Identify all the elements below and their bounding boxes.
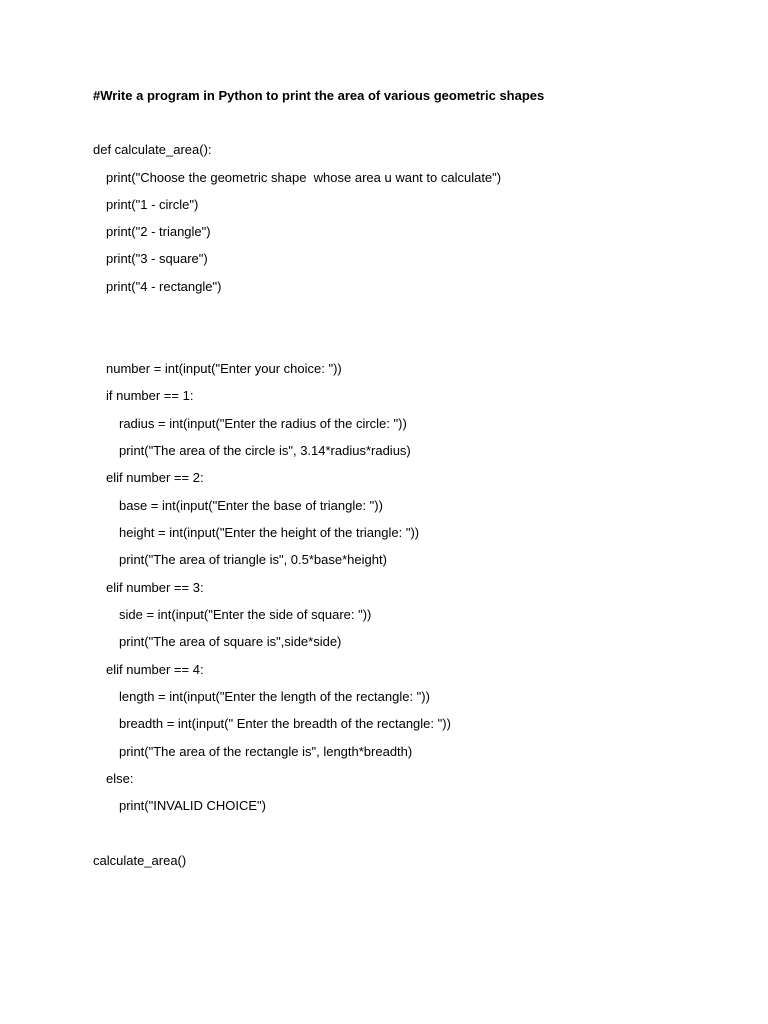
code-line-side-input: side = int(input("Enter the side of square: ")) [119,607,372,622]
code-line-elif-2: elif number == 2: [106,470,204,485]
code-line-print-3: print("3 - square") [106,251,208,266]
code-line-print-square: print("The area of square is",side*side) [119,634,342,649]
code-line-breadth-input: breadth = int(input(" Enter the breadth of the rectangle: ")) [119,716,451,731]
code-line-length-input: length = int(input("Enter the length of the rectangle: ")) [119,689,430,704]
code-line-print-2: print("2 - triangle") [106,224,211,239]
code-line-def: def calculate_area(): [93,142,212,157]
code-line-if-1: if number == 1: [106,388,194,403]
document-heading: #Write a program in Python to print the area of various geometric shapes [93,88,545,103]
code-line-number-input: number = int(input("Enter your choice: ")) [106,361,342,376]
code-line-print-rectangle: print("The area of the rectangle is", length*breadth) [119,744,413,759]
code-line-call: calculate_area() [93,853,187,868]
code-line-else: else: [106,771,134,786]
code-line-print-1: print("1 - circle") [106,197,199,212]
code-line-elif-3: elif number == 3: [106,580,204,595]
code-line-print-invalid: print("INVALID CHOICE") [119,798,266,813]
code-line-print-circle: print("The area of the circle is", 3.14*radius*radius) [119,443,411,458]
code-line-print-4: print("4 - rectangle") [106,279,222,294]
code-line-print-triangle: print("The area of triangle is", 0.5*base*height) [119,552,387,567]
code-line-print-choose: print("Choose the geometric shape whose area u want to calculate") [106,170,502,185]
code-line-height-input: height = int(input("Enter the height of the triangle: ")) [119,525,420,540]
code-line-elif-4: elif number == 4: [106,662,204,677]
code-line-base-input: base = int(input("Enter the base of triangle: ")) [119,498,383,513]
code-line-radius-input: radius = int(input("Enter the radius of the circle: ")) [119,416,407,431]
